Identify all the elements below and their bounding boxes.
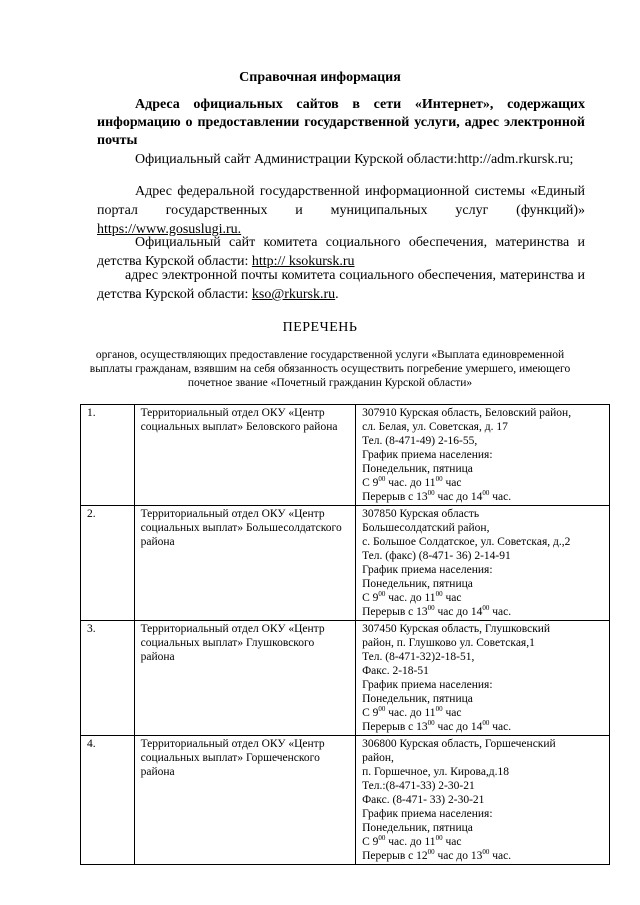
schedule-days: Понедельник, пятница [362, 463, 473, 475]
office-name: Территориальный отдел ОКУ «Центр социальных выплат» Горшеченского района [134, 736, 356, 865]
address-line: Тел.:(8-471-33) 2-30-21 [362, 780, 475, 792]
break-to-minutes: 00 [482, 604, 490, 612]
break-from-minutes: 00 [427, 604, 435, 612]
table-row [81, 736, 610, 865]
schedule-label: График приема населения: [362, 808, 493, 820]
break-from: 13 [416, 606, 428, 618]
schedule-break [362, 490, 605, 504]
schedule-label: График приема населения: [362, 564, 493, 576]
schedule-label: График приема населения: [362, 449, 493, 461]
office-number: 1. [81, 405, 135, 506]
break-mid: час до [434, 850, 468, 862]
break-end: час. [489, 721, 512, 733]
offices-table [80, 404, 610, 865]
break-from-minutes: 00 [427, 489, 435, 497]
hours-start-minutes: 00 [378, 475, 386, 483]
break-to-minutes: 00 [482, 719, 490, 727]
office-contacts [356, 736, 610, 865]
portal-link[interactable]: https://www.gosuslugi.ru. [97, 222, 242, 237]
hours-unit: час [442, 477, 462, 489]
break-end: час. [489, 850, 512, 862]
office-number: 3. [81, 621, 135, 736]
schedule-hours [362, 591, 605, 605]
portal-paragraph [97, 182, 585, 239]
hours-until: час. до 11 [385, 836, 436, 848]
break-end: час. [489, 606, 512, 618]
break-from: 13 [416, 721, 428, 733]
address-line: п. Горшечное, ул. Кирова,д.18 [362, 766, 510, 778]
office-contacts [356, 621, 610, 736]
break-from-minutes: 00 [427, 719, 435, 727]
address-line: 307850 Курская область [362, 508, 480, 520]
address-line: Большесолдатский район, [362, 522, 490, 534]
websites-heading: Адреса официальных сайтов в сети «Интернет», содержащих информацию о предоставлении государственной услуги, адрес электронной почты [97, 97, 585, 148]
break-mid: час до [434, 491, 468, 503]
break-to: 14 [470, 721, 483, 733]
address-line: 307910 Курская область, Беловский район, [362, 407, 572, 419]
hours-end-minutes: 00 [435, 590, 443, 598]
committee-site-text: Официальный сайт комитета социального обеспечения, материнства и детства Курской области: [97, 235, 585, 269]
admin-site-paragraph: Официальный сайт Администрации Курской области:http://adm.rkursk.ru; [135, 152, 574, 167]
table-row [81, 506, 610, 621]
break-from: 12 [416, 850, 428, 862]
schedule-hours [362, 706, 605, 720]
table-row [81, 405, 610, 506]
schedule-hours [362, 835, 605, 849]
break-to-minutes: 00 [482, 489, 490, 497]
schedule-days: Понедельник, пятница [362, 578, 473, 590]
break-mid: час до [434, 721, 468, 733]
address-line: Факс. 2-18-51 [362, 665, 429, 677]
schedule-label: График приема населения: [362, 679, 493, 691]
hours-end-minutes: 00 [435, 705, 443, 713]
office-number: 4. [81, 736, 135, 865]
schedule-break [362, 849, 605, 863]
break-prefix: Перерыв с [362, 491, 414, 503]
address-line: Факс. (8-471- 33) 2-30-21 [362, 794, 485, 806]
hours-end-minutes: 00 [435, 475, 443, 483]
schedule-break [362, 720, 605, 734]
hours-unit: час [442, 707, 462, 719]
office-number: 2. [81, 506, 135, 621]
hours-start: С 9 [362, 836, 379, 848]
hours-start: С 9 [362, 477, 379, 489]
schedule-hours [362, 476, 605, 490]
break-end: час. [489, 491, 512, 503]
break-from-minutes: 00 [427, 848, 435, 856]
hours-until: час. до 11 [385, 592, 436, 604]
break-from: 13 [416, 491, 428, 503]
hours-start: С 9 [362, 707, 379, 719]
break-prefix: Перерыв с [362, 606, 414, 618]
break-prefix: Перерыв с [362, 850, 414, 862]
hours-until: час. до 11 [385, 477, 436, 489]
hours-start: С 9 [362, 592, 379, 604]
break-mid: час до [434, 606, 468, 618]
page-title: Справочная информация [239, 70, 401, 85]
list-title: ПЕРЕЧЕНЬ [282, 320, 358, 335]
hours-unit: час [442, 592, 462, 604]
committee-email-paragraph [97, 266, 585, 304]
address-line: 307450 Курская область, Глушковский [362, 623, 551, 635]
office-name: Территориальный отдел ОКУ «Центр социальных выплат» Глушковского района [134, 621, 356, 736]
office-contacts [356, 506, 610, 621]
address-line: Тел. (8-471-49) 2-16-55, [362, 435, 478, 447]
hours-until: час. до 11 [385, 707, 436, 719]
schedule-days: Понедельник, пятница [362, 822, 473, 834]
committee-email-end: . [335, 287, 339, 302]
schedule-break [362, 605, 605, 619]
break-to: 14 [470, 491, 483, 503]
portal-text: Адрес федеральной государственной информационной системы «Единый портал государственных и муниципальных услуг (функций)» [97, 184, 585, 218]
break-prefix: Перерыв с [362, 721, 414, 733]
address-line: сл. Белая, ул. Советская, д. 17 [362, 421, 508, 433]
address-line: район, [362, 752, 394, 764]
office-name: Территориальный отдел ОКУ «Центр социальных выплат» Беловского района [134, 405, 356, 506]
committee-email-text: адрес электронной почты комитета социального обеспечения, материнства и детства Курской области: [97, 268, 585, 302]
break-to: 14 [470, 606, 483, 618]
address-line: район, п. Глушково ул. Советская,1 [362, 637, 535, 649]
address-line: с. Большое Солдатское, ул. Советская, д.,2 [362, 536, 571, 548]
hours-unit: час [442, 836, 462, 848]
list-subtitle: органов, осуществляющих предоставление государственной услуги «Выплата единовременной выплаты гражданам, взявшим на себя обязанность осуществить погребение умершего, имеющего почетное звание «Почетный гражданин Курской области» [89, 349, 571, 389]
committee-site-link[interactable]: http:// ksokursk.ru [251, 254, 355, 269]
hours-start-minutes: 00 [378, 705, 386, 713]
address-line: Тел. (8-471-32)2-18-51, [362, 651, 475, 663]
table-row [81, 621, 610, 736]
office-contacts [356, 405, 610, 506]
schedule-days: Понедельник, пятница [362, 693, 473, 705]
break-to-minutes: 00 [482, 848, 490, 856]
hours-end-minutes: 00 [435, 834, 443, 842]
hours-start-minutes: 00 [378, 834, 386, 842]
hours-start-minutes: 00 [378, 590, 386, 598]
address-line: Тел. (факс) (8-471- 36) 2-14-91 [362, 550, 511, 562]
office-name: Территориальный отдел ОКУ «Центр социальных выплат» Большесолдатского района [134, 506, 356, 621]
committee-email-link[interactable]: kso@rkursk.ru [251, 287, 336, 302]
address-line: 306800 Курская область, Горшеченский [362, 738, 556, 750]
break-to: 13 [470, 850, 483, 862]
